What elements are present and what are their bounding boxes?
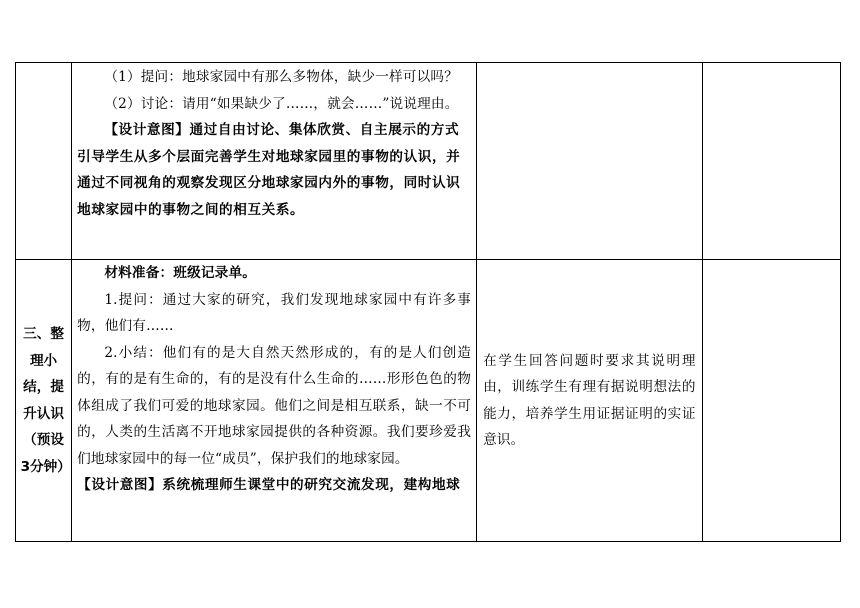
design-intent-label: 【设计意图】 <box>104 122 190 138</box>
table-row <box>16 63 841 260</box>
design-intent-label: 【设计意图】 <box>77 477 163 493</box>
activity-paragraph: 1.提问：通过大家的研究，我们发现地球家园中有许多事物，他们有…… <box>77 291 472 334</box>
note-cell <box>477 63 703 260</box>
teaching-note: 在学生回答问题时要求其说明理由，训练学生有理有据说明想法的能力，培养学生用证据证明的实证意识。 <box>483 352 696 448</box>
stage-cell <box>16 63 72 260</box>
lesson-plan-table <box>15 62 841 542</box>
stage-cell <box>16 260 72 542</box>
materials-line: 材料准备：班级记录单。 <box>104 265 257 281</box>
table-row <box>16 260 841 542</box>
activity-paragraph: （2）讨论：请用“如果缺少了……，就会……”说说理由。 <box>104 95 459 112</box>
activity-paragraph: （1）提问：地球家园中有那么多物体，缺少一样可以吗？ <box>104 69 459 85</box>
design-intent-text: 系统梳理师生课堂中的研究交流发现，建构地球 <box>162 477 461 493</box>
extra-cell <box>702 260 840 542</box>
design-intent <box>77 472 471 499</box>
design-intent-text: 通过自由讨论、集体欣赏、自主展示的方式引导学生从多个层面完善学生对地球家园里的事物的认识，并通过不同视角的观察发现区分地球家园内外的事物，同时认识地球家园中的事物之间的相互关系。 <box>77 122 461 218</box>
extra-cell <box>702 63 840 260</box>
activity-paragraph: 2.小结：他们有的是大自然天然形成的，有的是人们创造的，有的是有生命的，有的是没有什么生命的……形形色色的物体组成了我们可爱的地球家园。他们之间是相互联系，缺一不可的，人类的生活离不开地球家园提供的各种资源。我们要珍爱我们地球家园中的每一位“成员”，保护我们的地球家园。 <box>77 344 472 467</box>
activity-cell <box>72 63 477 260</box>
design-intent <box>77 117 471 223</box>
activity-cell <box>72 260 477 542</box>
note-cell <box>477 260 703 542</box>
stage-label: 三、整理小结，提升认识（预设3分钟） <box>20 326 71 475</box>
